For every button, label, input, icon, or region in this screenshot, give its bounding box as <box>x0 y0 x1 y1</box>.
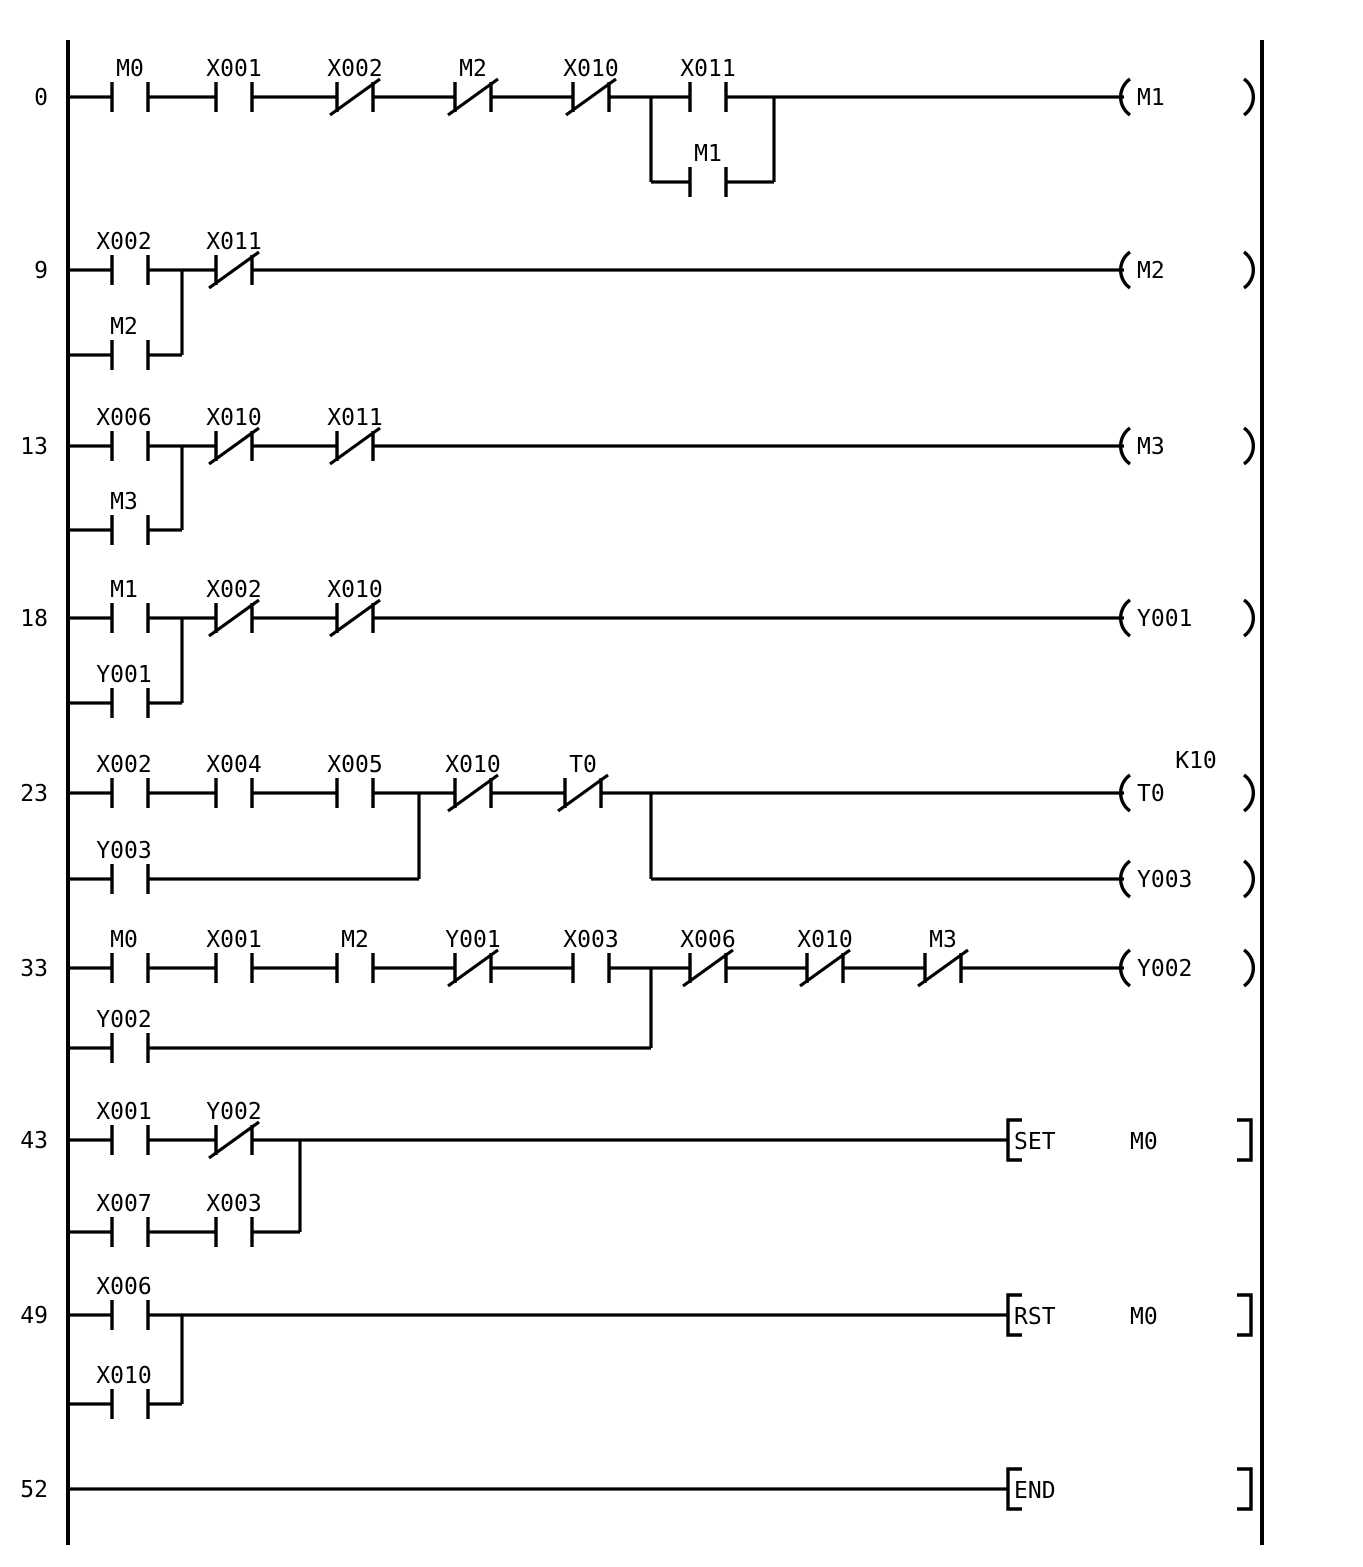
coil-r23-y003-label: Y003 <box>1137 867 1193 893</box>
contact-r43-y002-label: Y002 <box>206 1099 262 1125</box>
contact-r49-x006-label: X006 <box>96 1274 152 1300</box>
contact-r0-x002-label: X002 <box>327 56 383 82</box>
rung-18 <box>20 577 1253 718</box>
contact-r23-x010-label: X010 <box>445 752 501 778</box>
contact-r13-x006[interactable] <box>96 405 151 461</box>
contact-r0-m2-label: M2 <box>459 56 487 82</box>
contact-r33-m0[interactable] <box>110 927 148 983</box>
contact-r13-x010-label: X010 <box>206 405 262 431</box>
instruction-r52-end[interactable] <box>1008 1469 1251 1509</box>
contact-r33-x006[interactable] <box>680 927 735 986</box>
contact-r0-x010[interactable] <box>563 56 618 115</box>
contact-r23-t0[interactable] <box>558 752 608 811</box>
contact-r13-branch-m3-label: M3 <box>110 489 138 515</box>
rung-49 <box>20 1274 1251 1419</box>
contact-r23-x002-label: X002 <box>96 752 152 778</box>
contact-r43-x001[interactable] <box>96 1099 151 1155</box>
instruction-r43-set[interactable] <box>1008 1120 1251 1160</box>
rung-0-step-number: 0 <box>34 85 48 111</box>
contact-r0-branch-m1-label: M1 <box>694 141 722 167</box>
contact-r43-branch-x007-label: X007 <box>96 1191 152 1217</box>
contact-r23-branch-y003[interactable] <box>96 838 151 894</box>
coil-r33-y002[interactable] <box>1121 950 1254 986</box>
rung-9-step-number: 9 <box>34 258 48 284</box>
contact-r0-branch-m1[interactable] <box>690 141 726 197</box>
contact-r33-x006-label: X006 <box>680 927 736 953</box>
contact-r33-m2-label: M2 <box>341 927 369 953</box>
contact-r9-x002-label: X002 <box>96 229 152 255</box>
contact-r23-x004-label: X004 <box>206 752 262 778</box>
contact-r18-branch-y001-label: Y001 <box>96 662 152 688</box>
rung-18-step-number: 18 <box>20 606 48 632</box>
rung-9 <box>34 229 1253 370</box>
contact-r18-x010[interactable] <box>327 577 382 636</box>
rung-23-step-number: 23 <box>20 781 48 807</box>
coil-r23-t0[interactable] <box>1121 775 1254 811</box>
contact-r33-x010-label: X010 <box>797 927 853 953</box>
contact-r43-branch-x007[interactable] <box>96 1191 151 1247</box>
instruction-r49-rst[interactable] <box>1008 1295 1251 1335</box>
contact-r43-branch-x003[interactable] <box>206 1191 261 1247</box>
contact-r33-x001[interactable] <box>206 927 261 983</box>
contact-r43-branch-x003-label: X003 <box>206 1191 262 1217</box>
contact-r13-x010[interactable] <box>206 405 261 464</box>
contact-r33-y001-label: Y001 <box>445 927 501 953</box>
rung-33 <box>20 927 1253 1063</box>
coil-r0-m1[interactable] <box>1121 79 1254 115</box>
contact-r13-branch-m3[interactable] <box>110 489 148 545</box>
contact-r0-x001[interactable] <box>206 56 261 112</box>
contact-r0-x011-label: X011 <box>680 56 736 82</box>
contact-r33-y001[interactable] <box>445 927 500 986</box>
rung-13 <box>20 405 1253 545</box>
contact-r33-m3[interactable] <box>918 927 968 986</box>
contact-r9-x011[interactable] <box>206 229 261 288</box>
coil-r13-m3[interactable] <box>1121 428 1254 464</box>
contact-r0-x010-label: X010 <box>563 56 619 82</box>
coil-r13-m3-label: M3 <box>1137 434 1165 460</box>
rung-49-step-number: 49 <box>20 1303 48 1329</box>
rung-43 <box>20 1099 1251 1247</box>
contact-r33-branch-y002[interactable] <box>96 1007 151 1063</box>
contact-r0-m2[interactable] <box>448 56 498 115</box>
coil-r23-t0-label: T0 <box>1137 781 1165 807</box>
rung-0 <box>34 56 1253 197</box>
coil-r23-y003[interactable] <box>1121 861 1254 897</box>
instruction-r43-set-operand: M0 <box>1130 1129 1158 1155</box>
contact-r33-x003-label: X003 <box>563 927 619 953</box>
contact-r0-m0[interactable] <box>112 56 148 112</box>
contact-r0-x011[interactable] <box>680 56 735 112</box>
coil-r9-m2[interactable] <box>1121 252 1254 288</box>
instruction-r49-rst-operand: M0 <box>1130 1304 1158 1330</box>
contact-r18-x002[interactable] <box>206 577 261 636</box>
rung-33-step-number: 33 <box>20 956 48 982</box>
contact-r43-y002[interactable] <box>206 1099 261 1158</box>
contact-r33-m0-label: M0 <box>110 927 138 953</box>
contact-r18-x010-label: X010 <box>327 577 383 603</box>
contact-r23-x004[interactable] <box>206 752 261 808</box>
coil-r33-y002-label: Y002 <box>1137 956 1193 982</box>
contact-r18-m1[interactable] <box>110 577 148 633</box>
coil-r18-y001[interactable] <box>1121 600 1254 636</box>
contact-r33-branch-y002-label: Y002 <box>96 1007 152 1033</box>
contact-r33-m3-label: M3 <box>929 927 957 953</box>
rung-52-step-number: 52 <box>20 1477 48 1503</box>
contact-r33-x003[interactable] <box>563 927 618 983</box>
rung-13-step-number: 13 <box>20 434 48 460</box>
contact-r9-branch-m2-label: M2 <box>110 314 138 340</box>
contact-r0-x001-label: X001 <box>206 56 262 82</box>
contact-r43-x001-label: X001 <box>96 1099 152 1125</box>
contact-r33-x001-label: X001 <box>206 927 262 953</box>
contact-r49-x006[interactable] <box>96 1274 151 1330</box>
contact-r23-branch-y003-label: Y003 <box>96 838 152 864</box>
contact-r18-x002-label: X002 <box>206 577 262 603</box>
instruction-r52-end-label: END <box>1014 1478 1056 1504</box>
contact-r23-x002[interactable] <box>96 752 151 808</box>
contact-r49-branch-x010-label: X010 <box>96 1363 152 1389</box>
contact-r0-x002[interactable] <box>327 56 382 115</box>
contact-r23-x005-label: X005 <box>327 752 383 778</box>
contact-r23-x010[interactable] <box>445 752 500 811</box>
contact-r13-x006-label: X006 <box>96 405 152 431</box>
contact-r23-x005[interactable] <box>327 752 382 808</box>
instruction-r49-rst-label: RST <box>1014 1304 1056 1330</box>
contact-r9-x002[interactable] <box>96 229 151 285</box>
coil-r9-m2-label: M2 <box>1137 258 1165 284</box>
contact-r13-x011-label: X011 <box>327 405 383 431</box>
contact-r33-m2[interactable] <box>337 927 373 983</box>
contact-r49-branch-x010[interactable] <box>96 1363 151 1419</box>
contact-r0-m0-label: M0 <box>116 56 144 82</box>
contact-r13-x011[interactable] <box>327 405 382 464</box>
contact-r9-branch-m2[interactable] <box>110 314 148 370</box>
rung-43-step-number: 43 <box>20 1128 48 1154</box>
contact-r18-m1-label: M1 <box>110 577 138 603</box>
coil-r0-m1-label: M1 <box>1137 85 1165 111</box>
coil-r18-y001-label: Y001 <box>1137 606 1193 632</box>
contact-r18-branch-y001[interactable] <box>96 662 151 718</box>
timer-preset-k10: K10 <box>1175 748 1217 774</box>
instruction-r43-set-label: SET <box>1014 1129 1056 1155</box>
contact-r33-x010[interactable] <box>797 927 852 986</box>
rung-52 <box>20 1469 1251 1509</box>
contact-r23-t0-label: T0 <box>569 752 597 778</box>
rung-23 <box>20 748 1253 897</box>
contact-r9-x011-label: X011 <box>206 229 262 255</box>
